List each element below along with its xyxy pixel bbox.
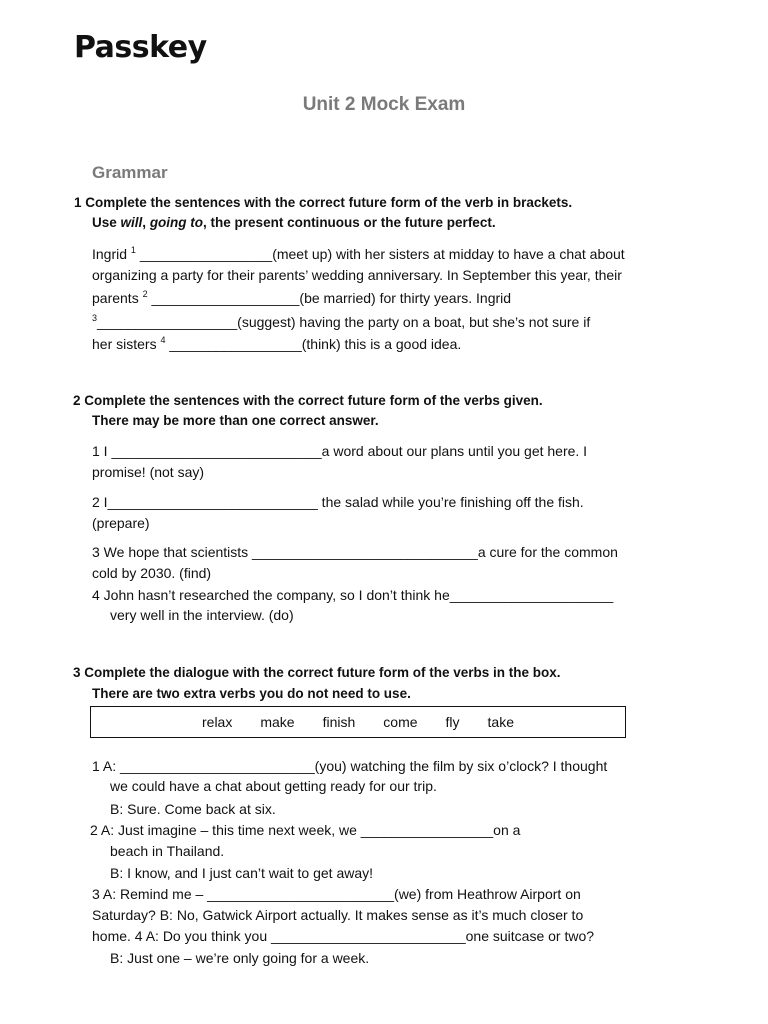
brand-logo: Passkey <box>74 30 207 65</box>
verb-word: relax <box>202 714 233 730</box>
ex1-instruction-line2: Use will, going to, the present continuous or the future perfect. <box>92 215 496 230</box>
ex3-dialogue-line: 3 A: Remind me – ________________________(we) from Heathrow Airport on <box>92 886 581 902</box>
ex1-text-line: $^3$__________________(suggest) having the party on a boat, but she’s not sure if <box>92 313 591 330</box>
ex2-instruction: 2 Complete the sentences with the correct future form of the verbs given. <box>73 393 543 408</box>
verb-word: come <box>383 714 418 730</box>
ex2-question-line: 3 We hope that scientists _____________________________a cure for the common <box>92 544 618 560</box>
section-heading: Grammar <box>92 163 168 182</box>
ex3-dialogue-line: 2 A: Just imagine – this time next week, we _________________on a <box>90 822 521 838</box>
ex2-question-line: cold by 2030. (find) <box>92 565 212 581</box>
ex3-dialogue-line: B: I know, and I just can’t wait to get away! <box>110 865 374 881</box>
verb-box <box>90 706 626 738</box>
ex2-instruction-line2: There may be more than one correct answer. <box>92 413 379 428</box>
ex3-dialogue-line: B: Just one – we’re only going for a week. <box>110 950 370 966</box>
ex3-dialogue-line: B: Sure. Come back at six. <box>110 801 276 817</box>
ex3-instruction-line2: There are two extra verbs you do not need to use. <box>92 686 411 701</box>
ex2-question-line: promise! (not say) <box>92 464 205 480</box>
verb-word: make <box>260 714 295 730</box>
ex1-text-line: her sisters $^4$ _________________(think) this is a good idea. <box>92 335 462 352</box>
ex2-question-line: 1 I ___________________________a word about our plans until you get here. I <box>92 443 588 459</box>
verb-word: take <box>487 714 514 730</box>
verb-word: finish <box>322 714 356 730</box>
ex2-question-line: 2 I___________________________ the salad while you’re finishing off the fish. <box>92 494 584 510</box>
ex3-dialogue-line: 1 A: _________________________(you) watching the film by six o’clock? I thought <box>92 758 608 774</box>
ex2-question-line: 4 John hasn’t researched the company, so I don’t think he_____________________ <box>92 587 614 603</box>
ex1-text-line: parents $^2$ ___________________(be married) for thirty years. Ingrid <box>92 289 512 306</box>
ex3-dialogue-line: beach in Thailand. <box>110 843 225 859</box>
page-title: Unit 2 Mock Exam <box>302 94 466 115</box>
ex1-instruction: 1 Complete the sentences with the correct future form of the verb in brackets. <box>74 195 573 210</box>
ex3-dialogue-line: we could have a chat about getting ready for our trip. <box>110 778 437 794</box>
ex3-dialogue-line: home. 4 A: Do you think you _________________________one suitcase or two? <box>92 928 595 944</box>
verb-word: fly <box>445 714 460 730</box>
ex1-text-line: organizing a party for their parents’ wedding anniversary. In September this year, their <box>92 267 622 283</box>
ex3-instruction: 3 Complete the dialogue with the correct future form of the verbs in the box. <box>73 665 561 680</box>
ex2-question-line: very well in the interview. (do) <box>110 607 294 623</box>
ex2-question-line: (prepare) <box>92 515 150 531</box>
ex1-text-line: Ingrid $^1$ _________________(meet up) with her sisters at midday to have a chat about <box>92 245 625 262</box>
ex3-dialogue-line: Saturday? B: No, Gatwick Airport actually. It makes sense as it’s much closer to <box>92 907 584 923</box>
